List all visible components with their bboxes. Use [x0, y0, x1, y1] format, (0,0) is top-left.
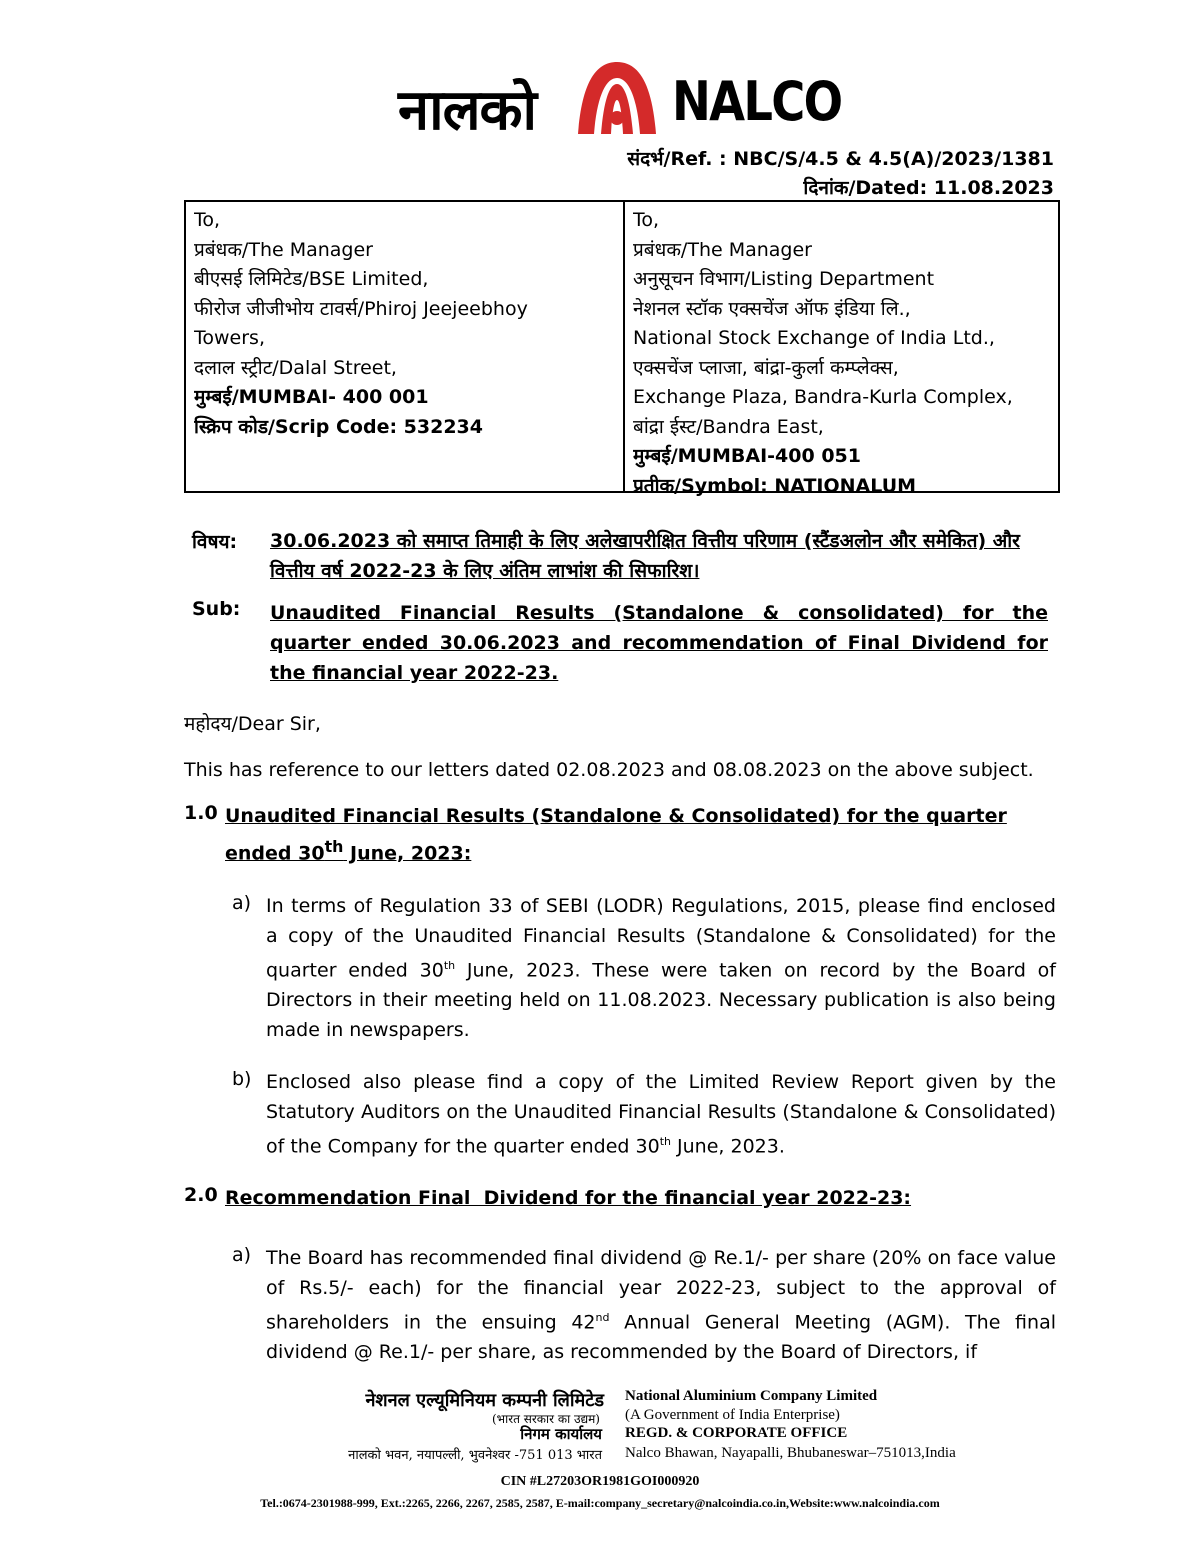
section-1-number: 1.0 [184, 802, 218, 824]
reference-paragraph: This has reference to our letters dated 02.08.2023 and 08.08.2023 on the above subject. [184, 759, 1034, 781]
address-line: बांद्रा ईस्ट/Bandra East, [633, 415, 824, 438]
section-2-title: Recommendation Final Dividend for the financial year 2022-23: [225, 1187, 912, 1209]
address-line: To, [194, 209, 221, 231]
address-line: Exchange Plaza, Bandra-Kurla Complex, [633, 386, 1013, 408]
footer-enterprise-hindi: (भारत सरकार का उद्यम) [492, 1412, 600, 1426]
address-line: अनुसूचन विभाग/Listing Department [633, 268, 935, 290]
footer-address-english: Nalco Bhawan, Nayapalli, Bhubaneswar–751013,India [625, 1445, 956, 1461]
section-2-number: 2.0 [184, 1184, 218, 1206]
item-label: a) [232, 1244, 252, 1266]
address-line: नेशनल स्टॉक एक्सचेंज ऑफ इंडिया लि., [633, 297, 911, 320]
footer-cin: CIN #L27203OR1981GOI000920 [500, 1474, 700, 1489]
address-line: फीरोज जीजीभोय टावर्स/Phiroj Jeejeebhoy [194, 297, 528, 320]
subject-hindi-text: 30.06.2023 को समाप्त तिमाही के लिए अलेखापरीक्षित वित्तीय परिणाम (स्टैंडअलोन और समेकित) और वित्तीय वर्ष 2022-23 के लिए अंतिम लाभांश की सिफारिश। [270, 530, 1020, 582]
address-table [184, 200, 1060, 497]
footer-enterprise-english: (A Government of India Enterprise) [625, 1407, 840, 1423]
address-line: प्रबंधक/The Manager [633, 238, 812, 261]
footer-office-hindi: निगम कार्यालय [520, 1425, 602, 1443]
logo-english-text: NALCO [672, 70, 842, 133]
item-label: b) [232, 1068, 252, 1090]
address-line: To, [633, 209, 660, 231]
subject-english-label: Sub: [192, 598, 241, 620]
nse-address-cell [625, 202, 1058, 497]
footer-company-name-english: National Aluminium Company Limited [625, 1388, 878, 1404]
footer-contact: Tel.:0674-2301988-999, Ext.:2265, 2266, 2267, 2585, 2587, E-mail:company_secretary@nalcoindia.co.in,Website:www.nalcoindia.com [260, 1496, 940, 1510]
address-line: एक्सचेंज प्लाजा, बांद्रा-कुर्ला कम्प्लेक्स, [633, 356, 899, 379]
item-label: a) [232, 892, 252, 914]
section-1-item-a: In terms of Regulation 33 of SEBI (LODR) Regulations, 2015, please find enclosed a copy of the Unaudited Financial Results (Standalone & Consolidated) for the quarter ended 30th June, 2023. These were taken on record by the Board of Directors in their meeting held on 11.08.2023. Necessary publication is also being made in newspapers. [266, 895, 1056, 1041]
letter-date: दिनांक/Dated: 11.08.2023 [803, 177, 1054, 199]
section-1-item-b: Enclosed also please find a copy of the Limited Review Report given by the Statutory Auditors on the Unaudited Financial Results (Standalone & Consolidated) of the Company for the quarter ended 30th June, 2023. [266, 1071, 1056, 1158]
footer-company-name-hindi: नेशनल एल्यूमिनियम कम्पनी लिमिटेड [365, 1390, 604, 1411]
section-1-title: Unaudited Financial Results (Standalone & Consolidated) for the quarter ended 30th June, 2023: [225, 805, 1007, 864]
nalco-logo-icon [574, 58, 660, 138]
address-line: दलाल स्ट्रीट/Dalal Street, [194, 356, 397, 379]
subject-hindi-label: विषय: [192, 531, 238, 553]
section-2-item-a: The Board has recommended final dividend @ Re.1/- per share (20% on face value of Rs.5/- each) for the financial year 2022-23, subject to the approval of shareholders in the ensuing 42nd Annual General Meeting (AGM). The final dividend @ Re.1/- per share, as recommended by the Board of Directors, if [266, 1247, 1056, 1364]
address-line: बीएसई लिमिटेड/BSE Limited, [194, 268, 429, 290]
address-line: मुम्बई/MUMBAI- 400 001 [194, 386, 429, 408]
address-line: National Stock Exchange of India Ltd., [633, 327, 995, 349]
subject-english-text: Unaudited Financial Results (Standalone & consolidated) for the quarter ended 30.06.2023 and recommendation of Final Dividend for the financial year 2022-23. [270, 602, 1048, 684]
logo-hindi-text: नालको [398, 78, 537, 143]
footer-address-hindi: नालको भवन, नयापल्ली, भुवनेश्वर -751 013 भारत [348, 1448, 602, 1463]
reference-number: संदर्भ/Ref. : NBC/S/4.5 & 4.5(A)/2023/1381 [627, 148, 1054, 170]
scrip-code: स्क्रिप कोड/Scrip Code: 532234 [194, 415, 483, 438]
address-line: मुम्बई/MUMBAI-400 051 [633, 445, 861, 467]
address-line: Towers, [194, 327, 265, 349]
salutation: महोदय/Dear Sir, [184, 713, 321, 735]
nse-symbol: प्रतीक/Symbol: NATIONALUM [633, 474, 917, 497]
bse-address-cell [186, 202, 625, 491]
footer-office-english: REGD. & CORPORATE OFFICE [625, 1425, 848, 1441]
address-line: प्रबंधक/The Manager [194, 238, 373, 261]
